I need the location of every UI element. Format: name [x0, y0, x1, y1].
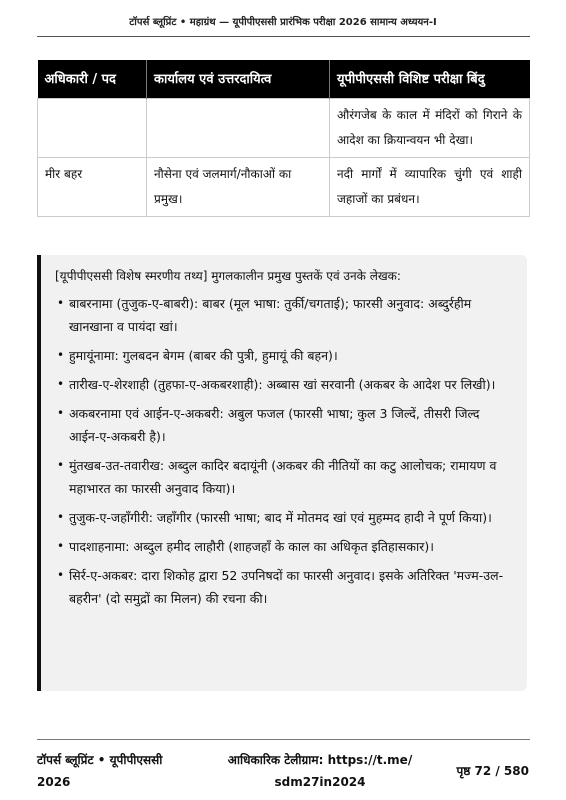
table-cell-official: मीर बहर	[38, 158, 147, 217]
list-item	[55, 535, 513, 558]
bullet-icon: •	[57, 406, 65, 420]
table-row	[38, 158, 530, 217]
bullet-icon: •	[57, 539, 65, 553]
officials-table	[37, 60, 530, 217]
list-item-text: तुजुक-ए-जहाँगीरी: जहाँगीर (फारसी भाषा; बाद में मोतमद खां एवं मुहम्मद हादी ने पूर्ण किया)।	[69, 510, 492, 525]
bullet-icon: •	[57, 568, 65, 582]
header-divider	[37, 36, 530, 37]
footer-telegram-link[interactable]: आधिकारिक टेलीग्राम: https://t.me/ sdm27in2024	[227, 753, 413, 789]
list-item-text: तारीख-ए-शेरशाही (तुहफा-ए-अकबरशाही): अब्बास खां सरवानी (अकबर के आदेश पर लिखी)।	[69, 377, 496, 392]
list-item	[55, 373, 513, 396]
list-item-text: बाबरनामा (तुजुक-ए-बाबरी): बाबर (मूल भाषा: तुर्की/चगताई); फारसी अनुवाद: अब्दुर्रहीम खानखाना व पायंदा खां।	[69, 296, 472, 334]
list-item-text: हुमायूंनामा: गुलबदन बेगम (बाबर की पुत्री, हुमायूं की बहन)।	[69, 348, 338, 363]
list-item-text: अकबरनामा एवं आईन-ए-अकबरी: अबुल फजल (फारसी भाषा; कुल 3 जिल्दें, तीसरी जिल्द आईन-ए-अकबरी है)।	[69, 406, 480, 444]
list-item	[55, 344, 513, 367]
callout-title: [यूपीपीएससी विशेष स्मरणीय तथ्य] मुगलकालीन प्रमुख पुस्तकें एवं उनके लेखक:	[55, 269, 401, 283]
list-item	[55, 564, 513, 610]
list-item	[55, 454, 513, 500]
list-item	[55, 506, 513, 529]
books-list	[55, 292, 513, 610]
list-item-text: सिर्र-ए-अकबर: दारा शिकोह द्वारा 52 उपनिषदों का फारसी अनुवाद। इसके अतिरिक्त 'मज्म-उल-बहरीन' (दो समुद्रों का मिलन) की रचना की।	[69, 568, 504, 606]
bullet-icon: •	[57, 377, 65, 391]
table-header-row	[38, 60, 530, 99]
table-cell-exam-point: औरंगजेब के काल में मंदिरों को गिराने के आदेश का क्रियान्वयन भी देखा।	[330, 99, 530, 158]
bullet-icon: •	[57, 348, 65, 362]
page-header: टॉपर्स ब्लूप्रिंट • महाग्रंथ — यूपीपीएससी प्रारंभिक परीक्षा 2026 सामान्य अध्ययन-I	[129, 17, 437, 28]
table-cell-office: नौसेना एवं जलमार्ग/नौकाओं का प्रमुख।	[147, 158, 330, 217]
facts-callout	[37, 255, 527, 691]
list-item	[55, 292, 513, 338]
list-item-text: पादशाहनामा: अब्दुल हमीद लाहौरी (शाहजहाँ के काल का अधिकृत इतिहासकार)।	[69, 539, 434, 554]
column-header-exam-points: यूपीपीएससी विशिष्ट परीक्षा बिंदु	[330, 60, 530, 99]
list-item-text: मुंतखब-उत-तवारीख: अब्दुल कादिर बदायूंनी (अकबर की नीतियों का कटु आलोचक; रामायण व महाभारत का फारसी अनुवाद किया)।	[69, 458, 497, 496]
table-cell-exam-point: नदी मार्गों में व्यापारिक चुंगी एवं शाही जहाजों का प्रबंधन।	[330, 158, 530, 217]
table-cell-official	[38, 99, 147, 158]
footer-brand: टॉपर्स ब्लूप्रिंट • यूपीपीएससी 2026	[37, 753, 163, 789]
column-header-office: कार्यालय एवं उत्तरदायित्व	[147, 60, 330, 99]
column-header-official: अधिकारी / पद	[38, 60, 147, 99]
bullet-icon: •	[57, 296, 65, 310]
list-item	[55, 402, 513, 448]
page-number: पृष्ठ 72 / 580	[456, 764, 529, 778]
footer-divider	[37, 739, 530, 740]
bullet-icon: •	[57, 510, 65, 524]
bullet-icon: •	[57, 458, 65, 472]
table-row	[38, 99, 530, 158]
table-cell-office	[147, 99, 330, 158]
